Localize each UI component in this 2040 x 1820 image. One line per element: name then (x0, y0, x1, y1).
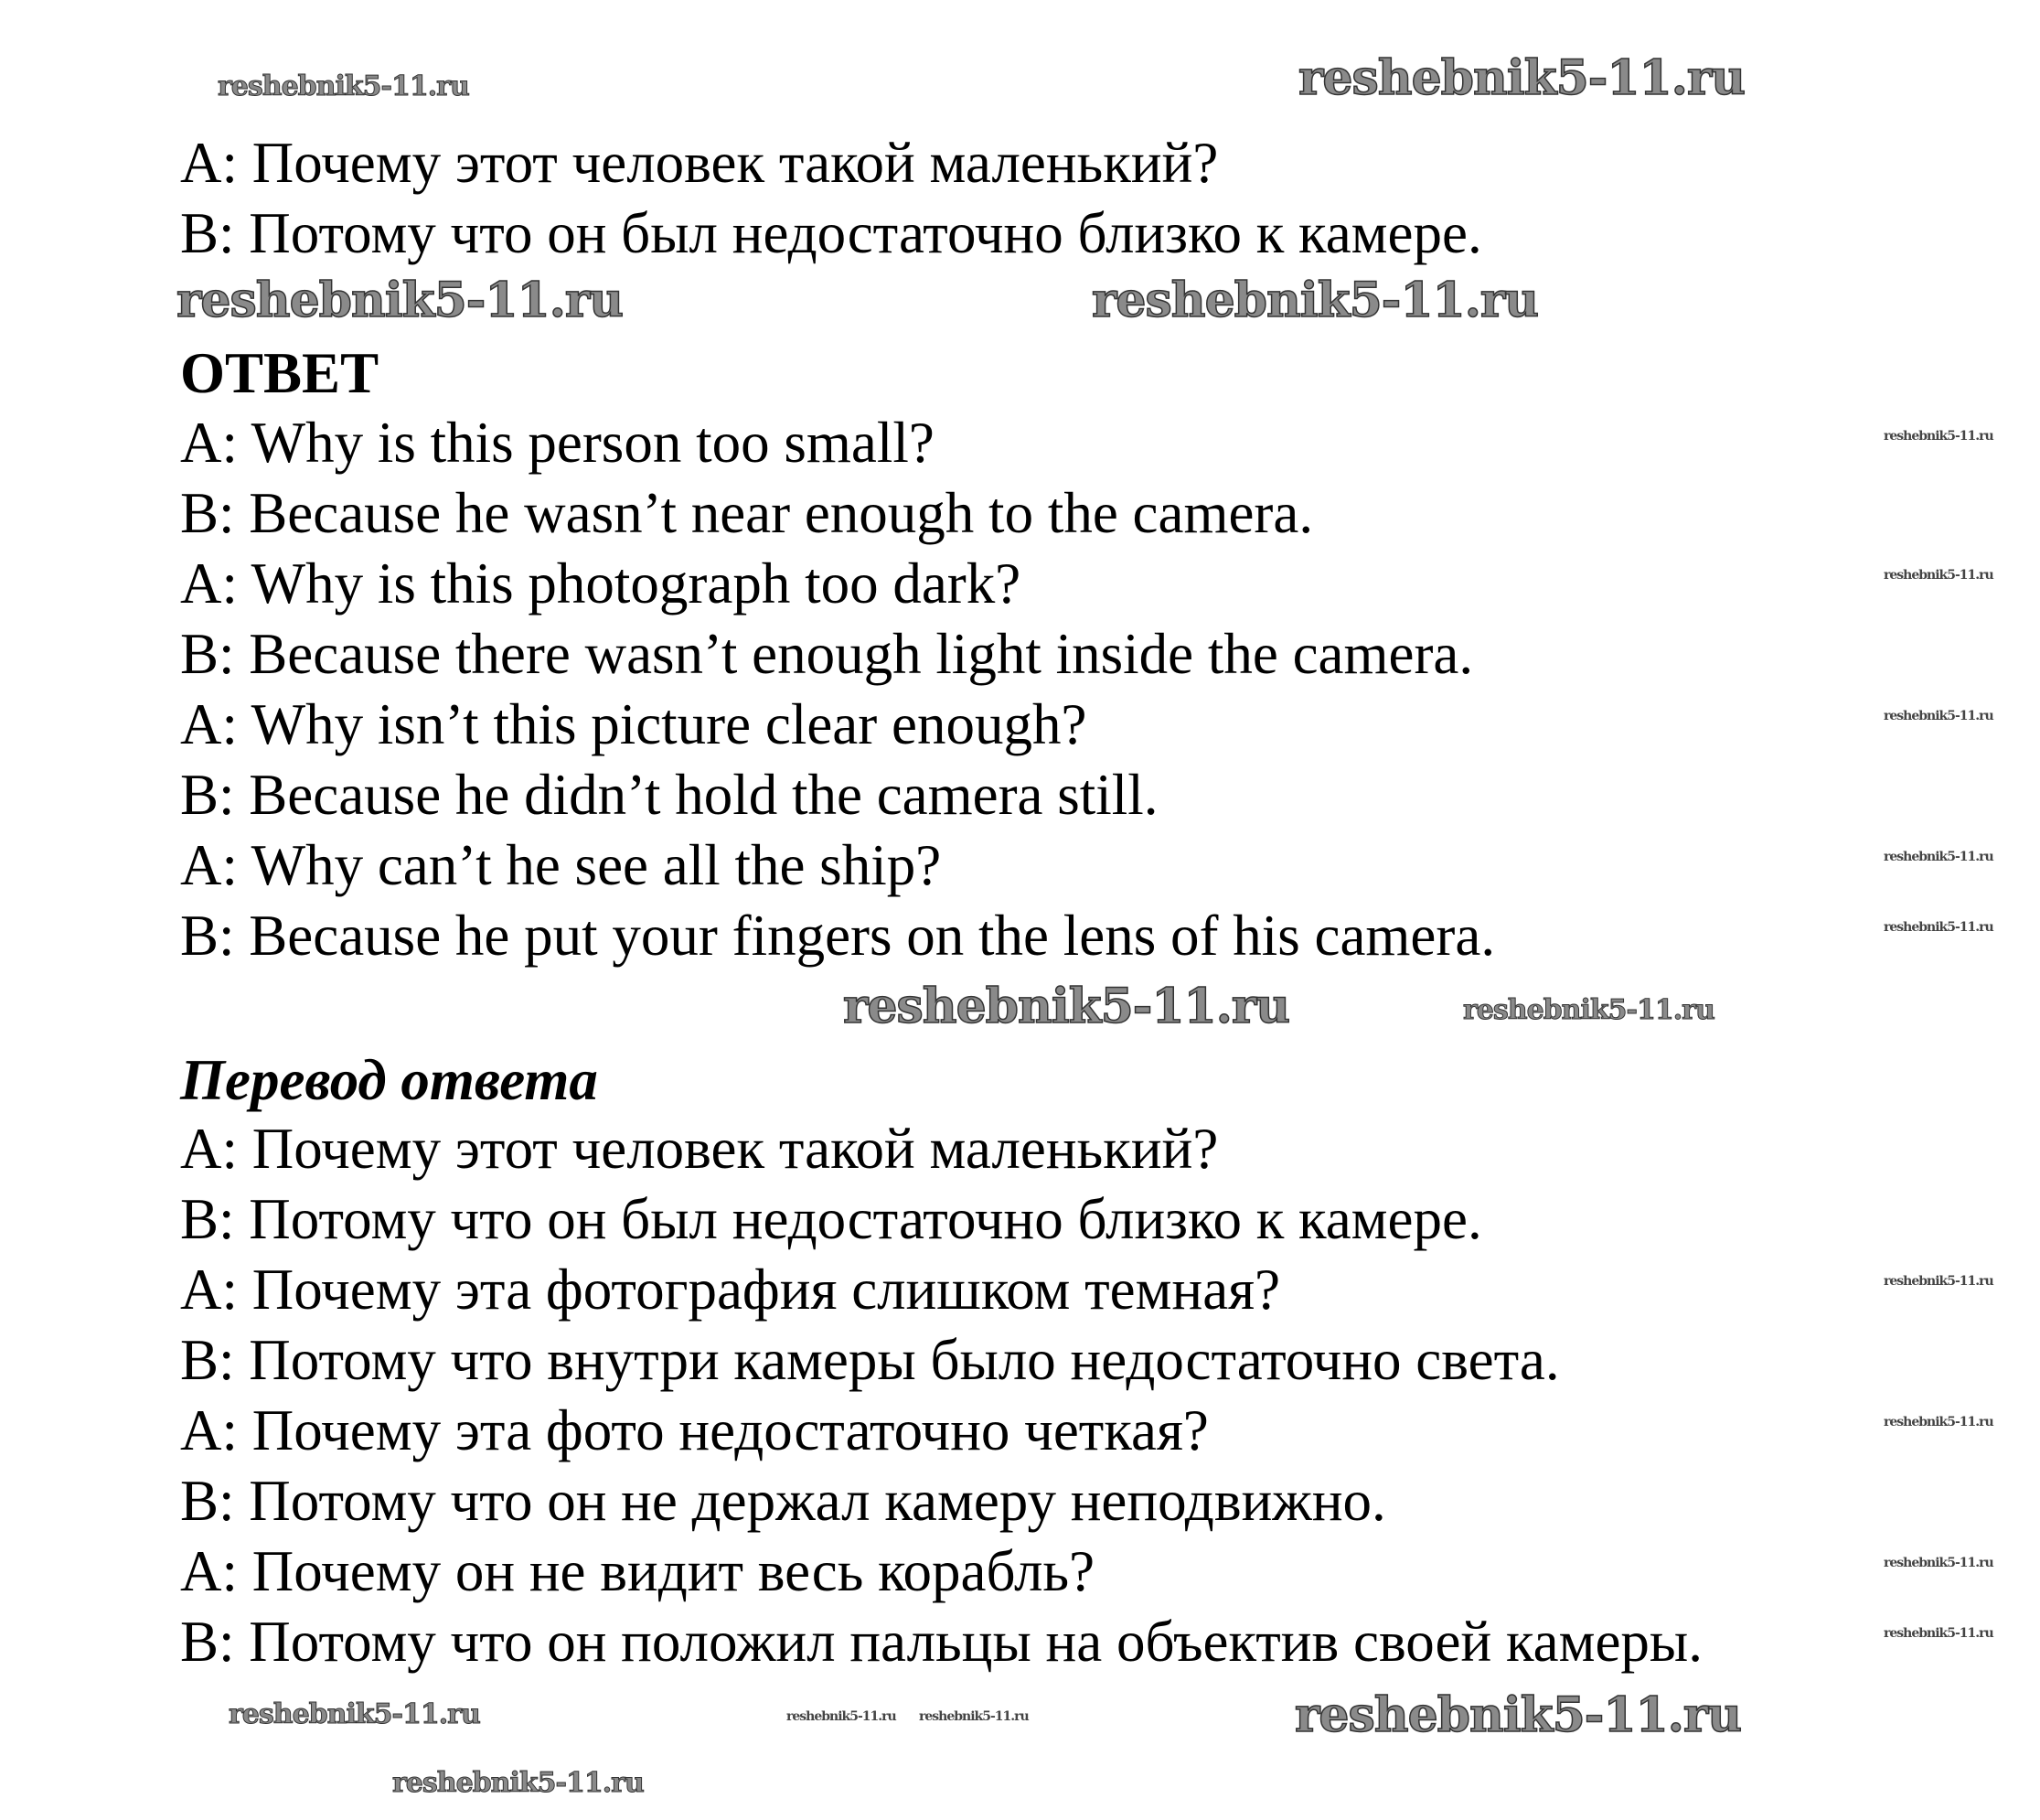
translation-heading: Перевод ответа (180, 1048, 598, 1112)
answer-line: B: Because he put your fingers on the lens of his camera. (180, 904, 1496, 968)
translation-line: A: Почему он не видит весь корабль? (180, 1539, 1095, 1603)
answer-line: B: Because he didn’t hold the camera still. (180, 763, 1159, 827)
watermark: reshebnik5-11.ru (919, 1709, 1029, 1724)
answer-line: A: Why is this person too small? (180, 411, 935, 475)
answer-line: A: Why can’t he see all the ship? (180, 833, 942, 897)
watermark: reshebnik5-11.ru (1884, 850, 1993, 864)
watermark: reshebnik5-11.ru (1463, 994, 1714, 1026)
watermark: reshebnik5-11.ru (176, 273, 624, 328)
watermark: reshebnik5-11.ru (786, 1709, 896, 1724)
translation-line: B: Потому что он положил пальцы на объектив своей камеры. (180, 1610, 1704, 1674)
translation-line: A: Почему эта фото недостаточно четкая? (180, 1398, 1209, 1462)
answer-line: A: Why is this photograph too dark? (180, 551, 1021, 616)
watermark: reshebnik5-11.ru (1884, 1415, 1993, 1429)
intro-line: A: Почему этот человек такой маленький? (180, 131, 1219, 195)
watermark: reshebnik5-11.ru (1295, 1687, 1742, 1743)
translation-line: B: Потому что он был недостаточно близко к камере. (180, 1187, 1482, 1251)
watermark: reshebnik5-11.ru (1298, 50, 1746, 106)
translation-line: A: Почему эта фотография слишком темная? (180, 1258, 1281, 1322)
watermark: reshebnik5-11.ru (1884, 920, 1993, 935)
watermark: reshebnik5-11.ru (1884, 1626, 1993, 1641)
answer-heading: ОТВЕТ (180, 341, 379, 405)
translation-line: B: Потому что он не держал камеру неподвижно. (180, 1469, 1386, 1533)
watermark: reshebnik5-11.ru (1884, 568, 1993, 583)
watermark: reshebnik5-11.ru (843, 979, 1290, 1034)
watermark: reshebnik5-11.ru (1884, 429, 1993, 444)
watermark: reshebnik5-11.ru (218, 70, 469, 102)
watermark: reshebnik5-11.ru (1884, 709, 1993, 723)
intro-line: B: Потому что он был недостаточно близко к камере. (180, 201, 1482, 265)
watermark: reshebnik5-11.ru (1884, 1556, 1993, 1570)
translation-line: A: Почему этот человек такой маленький? (180, 1117, 1219, 1181)
watermark: reshebnik5-11.ru (392, 1767, 644, 1799)
answer-line: A: Why isn’t this picture clear enough? (180, 692, 1087, 756)
translation-line: B: Потому что внутри камеры было недостаточно света. (180, 1328, 1560, 1392)
watermark: reshebnik5-11.ru (1092, 273, 1539, 328)
watermark: reshebnik5-11.ru (1884, 1274, 1993, 1289)
watermark: reshebnik5-11.ru (229, 1698, 480, 1730)
answer-line: B: Because there wasn’t enough light inside the camera. (180, 622, 1474, 686)
answer-line: B: Because he wasn’t near enough to the camera. (180, 481, 1314, 545)
